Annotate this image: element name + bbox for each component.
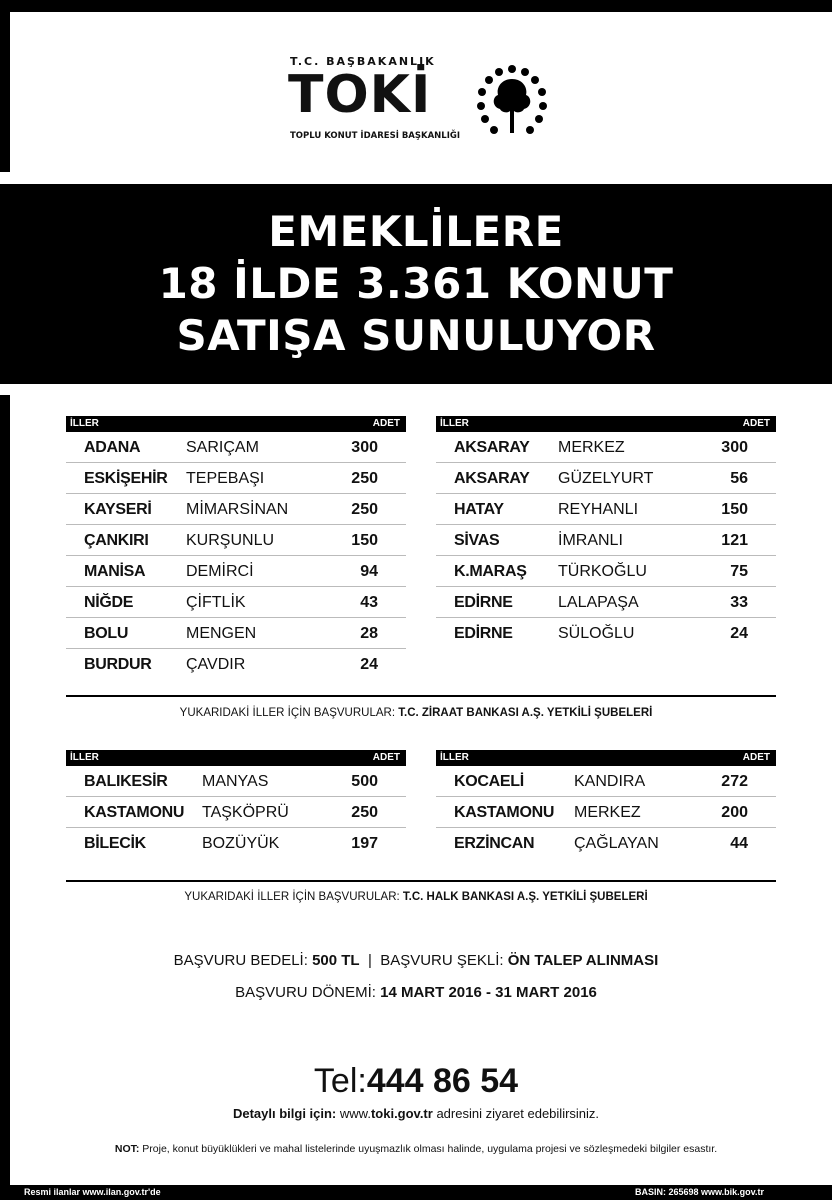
- table-row: [436, 828, 776, 859]
- table-row: [66, 525, 406, 556]
- header-count: ADET: [372, 418, 400, 429]
- footer-right: BASIN: 265698 www.bik.gov.tr: [634, 1187, 764, 1197]
- left-border-top: [0, 12, 10, 172]
- province: HATAY: [454, 501, 504, 518]
- application-note-ziraat: [0, 707, 832, 719]
- detail-line: [0, 1106, 832, 1121]
- note-text: Proje, konut büyüklükleri ve mahal listelerinde uyuşmazlık olması halinde, uygulama projesi ve sözleşmedeki bilgiler esastır.: [142, 1143, 718, 1155]
- table-header: [436, 416, 776, 432]
- website-link[interactable]: [340, 1106, 433, 1121]
- province: AKSARAY: [454, 470, 530, 487]
- table-header: [436, 750, 776, 766]
- unit-count: 500: [351, 773, 378, 790]
- district: TEPEBAŞI: [186, 470, 265, 487]
- unit-count: 44: [730, 835, 748, 852]
- fee-label: BAŞVURU BEDELİ:: [173, 952, 308, 969]
- table-row: [436, 432, 776, 463]
- toki-logo: [286, 55, 566, 145]
- district: REYHANLI: [558, 501, 639, 518]
- table-row: [66, 556, 406, 587]
- table-ziraat-right: [436, 416, 776, 649]
- table-row: [436, 525, 776, 556]
- logo-name: TOKİ: [288, 65, 432, 125]
- district: İMRANLI: [558, 532, 623, 549]
- unit-count: 250: [351, 804, 378, 821]
- disclaimer-note: [0, 1143, 832, 1155]
- district: BOZÜYÜK: [202, 835, 280, 852]
- table-header: [66, 416, 406, 432]
- header-provinces: İLLER: [440, 752, 469, 763]
- table-ziraat-left: [66, 416, 406, 680]
- url-prefix: www.: [339, 1106, 371, 1121]
- district: KURŞUNLU: [186, 532, 275, 549]
- method-value: ÖN TALEP ALINMASI: [507, 952, 659, 969]
- unit-count: 24: [730, 625, 748, 642]
- headline-banner: [0, 184, 832, 384]
- headline-line-3: SATIŞA SUNULUYOR: [176, 311, 656, 360]
- detail-label: Detaylı bilgi için:: [232, 1106, 337, 1121]
- unit-count: 121: [721, 532, 748, 549]
- headline-line-2: 18 İLDE 3.361 KONUT: [158, 259, 674, 308]
- header-count: ADET: [742, 418, 770, 429]
- table-row: [436, 556, 776, 587]
- section-divider: [66, 880, 776, 882]
- method-label: BAŞVURU ŞEKLİ:: [380, 952, 504, 969]
- url-domain: toki.gov.tr: [370, 1106, 433, 1121]
- period-value: 14 MART 2016 - 31 MART 2016: [380, 984, 597, 1001]
- application-note-halkbank: [0, 891, 832, 903]
- toki-tree-emblem-icon: [472, 63, 552, 143]
- table-row: [436, 797, 776, 828]
- district: MENGEN: [186, 625, 257, 642]
- province: ERZİNCAN: [454, 835, 535, 852]
- district: MERKEZ: [574, 804, 641, 821]
- unit-count: 150: [351, 532, 378, 549]
- district: MİMARSİNAN: [186, 501, 289, 518]
- table-row: [436, 618, 776, 649]
- province: MANİSA: [84, 563, 146, 580]
- header-count: ADET: [372, 752, 400, 763]
- district: SARIÇAM: [186, 439, 259, 456]
- province: ÇANKIRI: [84, 532, 149, 549]
- unit-count: 56: [730, 470, 748, 487]
- fee-value: 500 TL: [312, 952, 360, 969]
- unit-count: 75: [730, 563, 748, 580]
- province: NİĞDE: [84, 594, 134, 611]
- tel-number: 444 86 54: [366, 1062, 519, 1100]
- logo-subtitle: TOPLU KONUT İDARESİ BAŞKANLIĞI: [290, 131, 460, 141]
- table-row: [436, 463, 776, 494]
- note-prefix: YUKARIDAKİ İLLER İÇİN BAŞVURULAR:: [179, 707, 396, 719]
- district: ÇAVDIR: [186, 656, 246, 673]
- tel-label: Tel:: [313, 1062, 367, 1100]
- table-row: [66, 618, 406, 649]
- province: ADANA: [84, 439, 141, 456]
- period-label: BAŞVURU DÖNEMİ:: [235, 984, 376, 1001]
- table-row: [66, 494, 406, 525]
- province: ESKİŞEHİR: [84, 470, 168, 487]
- table-row: [66, 463, 406, 494]
- district: GÜZELYURT: [558, 470, 654, 487]
- province: EDİRNE: [454, 625, 513, 642]
- note-bank: T.C. HALK BANKASI A.Ş. YETKİLİ ŞUBELERİ: [402, 891, 648, 903]
- table-halkbank-right: [436, 750, 776, 859]
- table-row: [436, 766, 776, 797]
- unit-count: 94: [360, 563, 378, 580]
- note-bank: T.C. ZİRAAT BANKASI A.Ş. YETKİLİ ŞUBELERİ: [398, 707, 653, 719]
- district: ÇİFTLİK: [186, 594, 246, 611]
- province: KASTAMONU: [84, 804, 185, 821]
- table-header: [66, 750, 406, 766]
- table-row: [436, 587, 776, 618]
- district: SÜLOĞLU: [558, 625, 635, 642]
- district: DEMİRCİ: [186, 563, 254, 580]
- table-row: [66, 828, 406, 859]
- unit-count: 272: [721, 773, 748, 790]
- province: K.MARAŞ: [454, 563, 527, 580]
- province: BALIKESİR: [84, 773, 168, 790]
- section-divider: [66, 695, 776, 697]
- unit-count: 28: [360, 625, 378, 642]
- province: EDİRNE: [454, 594, 513, 611]
- unit-count: 197: [351, 835, 378, 852]
- application-period-line: [0, 984, 832, 1001]
- top-border: [0, 0, 832, 12]
- unit-count: 33: [730, 594, 748, 611]
- table-row: [436, 494, 776, 525]
- header-provinces: İLLER: [70, 752, 99, 763]
- district: ÇAĞLAYAN: [574, 835, 659, 852]
- province: AKSARAY: [454, 439, 530, 456]
- footer-left: Resmi ilanlar www.ilan.gov.tr'de: [24, 1187, 161, 1197]
- logo-top-line: T.C. BAŞBAKANLIK: [290, 55, 436, 68]
- table-row: [66, 766, 406, 797]
- note-label: NOT:: [114, 1143, 140, 1155]
- application-fee-line: [0, 952, 832, 969]
- unit-count: 150: [721, 501, 748, 518]
- table-halkbank-left: [66, 750, 406, 859]
- unit-count: 300: [721, 439, 748, 456]
- header-provinces: İLLER: [440, 418, 469, 429]
- table-row: [66, 432, 406, 463]
- unit-count: 250: [351, 470, 378, 487]
- unit-count: 43: [360, 594, 378, 611]
- phone-line: [0, 1062, 832, 1101]
- province: BOLU: [84, 625, 129, 642]
- unit-count: 250: [351, 501, 378, 518]
- detail-suffix: adresini ziyaret edebilirsiniz.: [436, 1106, 600, 1121]
- province: BURDUR: [84, 656, 152, 673]
- table-row: [66, 587, 406, 618]
- province: KAYSERİ: [84, 501, 152, 518]
- province: KOCAELİ: [454, 773, 524, 790]
- district: MANYAS: [202, 773, 269, 790]
- unit-count: 200: [721, 804, 748, 821]
- header-provinces: İLLER: [70, 418, 99, 429]
- header-count: ADET: [742, 752, 770, 763]
- district: LALAPAŞA: [558, 594, 639, 611]
- footer-bar: [0, 1185, 832, 1200]
- note-prefix: YUKARIDAKİ İLLER İÇİN BAŞVURULAR:: [184, 891, 400, 903]
- table-row: [66, 797, 406, 828]
- province: KASTAMONU: [454, 804, 555, 821]
- separator: |: [367, 952, 372, 969]
- table-row: [66, 649, 406, 680]
- unit-count: 300: [351, 439, 378, 456]
- district: TAŞKÖPRÜ: [202, 804, 289, 821]
- province: SİVAS: [454, 532, 500, 549]
- headline-line-1: EMEKLİLERE: [268, 207, 564, 256]
- province: BİLECİK: [84, 835, 146, 852]
- district: KANDIRA: [574, 773, 646, 790]
- district: MERKEZ: [558, 439, 625, 456]
- unit-count: 24: [360, 656, 378, 673]
- district: TÜRKOĞLU: [558, 563, 647, 580]
